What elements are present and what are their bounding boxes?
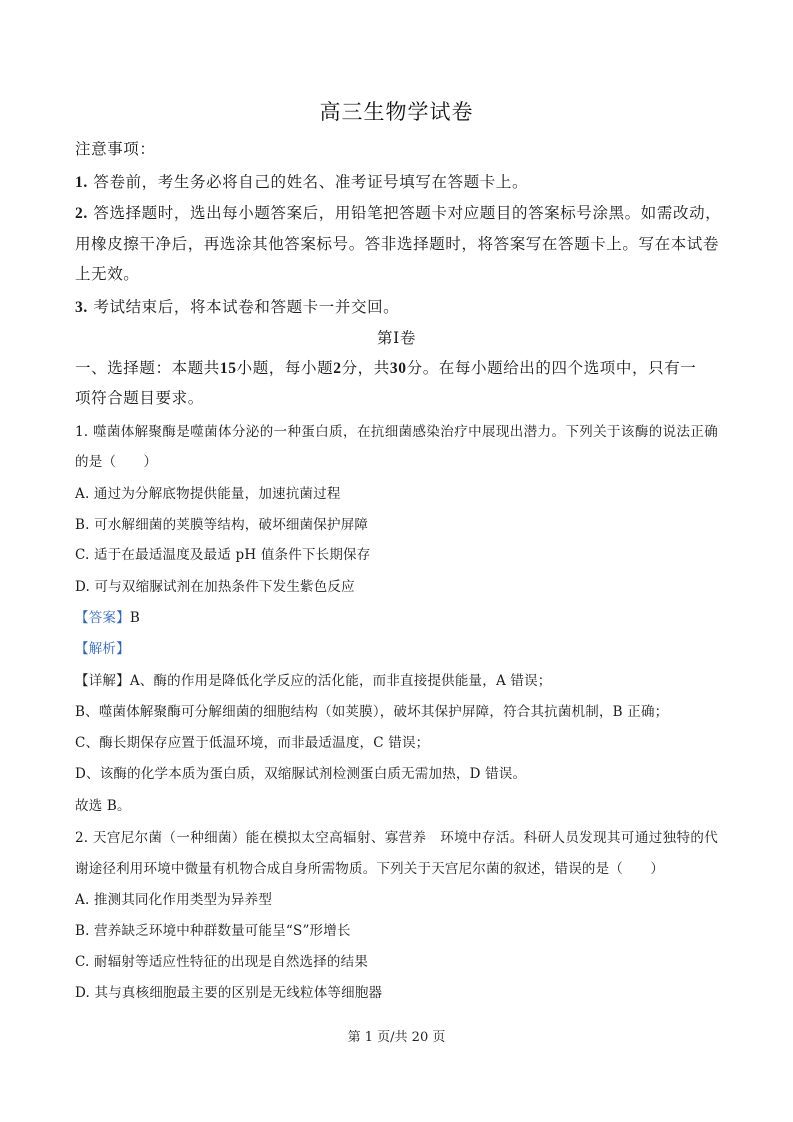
detail-label: 【详解】	[75, 673, 130, 689]
question-1-option-b: B. 可水解细菌的荚膜等结构，破坏细菌保护屏障	[75, 517, 369, 533]
question-1-option-c: C. 适于在最适温度及最适 pH 值条件下长期保存	[75, 547, 371, 563]
detail-line-a: 【详解】A、酶的作用是降低化学反应的活化能，而非直接提供能量，A 错误；	[75, 673, 552, 689]
notice-item-2-line-2: 用橡皮擦干净后，再选涂其他答案标号。答非选择题时，将答案写在答题卡上。写在本试卷	[75, 235, 720, 253]
notice-item-3: 3. 考试结束后，将本试卷和答题卡一并交回。	[75, 298, 400, 316]
notice-heading: 注意事项：	[75, 140, 156, 158]
notice-item-number: 2	[75, 205, 84, 222]
answer-label: 【答案】	[75, 610, 130, 626]
question-2-option-b: B. 营养缺乏环境中种群数量可能呈“S”形增长	[75, 923, 351, 939]
question-1-answer	[75, 606, 140, 626]
page-footer: 第 1 页/共 20 页	[347, 1030, 446, 1045]
notice-item-2: 2. 答选择题时，选出每小题答案后，用铅笔把答题卡对应题目的答案标号涂黑。如需改动，	[75, 204, 722, 222]
detail-line-b: B、噬菌体解聚酶可分解细菌的细胞结构（如荚膜），破坏其保护屏障，符合其抗菌机制，B 正确；	[75, 704, 669, 720]
notice-item-text: 答选择题时，选出每小题答案后，用铅笔把答题卡对应题目的答案标号涂黑。如需改动，	[93, 204, 722, 222]
question-2-stem: 2. 天宫尼尔菌（一种细菌）能在模拟太空高辐射、寡营养 环境中存活。科研人员发现其可通过独特的代	[75, 830, 718, 846]
question-1-option-d: D. 可与双缩脲试剂在加热条件下发生紫色反应	[75, 579, 355, 595]
notice-item-number: 3	[75, 299, 84, 316]
question-2-option-a: A. 推测其同化作用类型为异养型	[75, 892, 273, 908]
detail-line-c: C、酶长期保存应置于低温环境，而非最适温度，C 错误；	[75, 735, 430, 751]
analysis-label: 【解析】	[75, 641, 130, 657]
question-2-option-c: C. 耐辐射等适应性特征的出现是自然选择的结果	[75, 954, 369, 970]
total-points: 30	[389, 360, 407, 377]
question-2-option-d: D. 其与真核细胞最主要的区别是无线粒体等细胞器	[75, 985, 383, 1001]
question-1-stem-line-2: 的是（ ）	[75, 454, 158, 470]
question-1-option-a: A. 通过为分解底物提供能量，加速抗菌过程	[75, 486, 341, 502]
section-heading-line-2: 项符合题目要求。	[75, 389, 204, 407]
detail-line-d: D、该酶的化学本质为蛋白质，双缩脲试剂检测蛋白质无需加热，D 错误。	[75, 766, 527, 782]
section-heading: 一、选择题：本题共15小题，每小题2分，共30分。在每小题给出的四个选项中，只有一	[75, 359, 697, 377]
volume-heading: 第Ⅰ卷	[377, 329, 416, 347]
notice-item-1: 1. 答卷前，考生务必将自己的姓名、准考证号填写在答题卡上。	[75, 173, 529, 191]
question-1-conclusion: 故选 B。	[75, 798, 131, 814]
points-per-question: 2	[333, 360, 342, 377]
notice-item-text: 考试结束后，将本试卷和答题卡一并交回。	[93, 298, 400, 316]
page-title: 高三生物学试卷	[319, 100, 474, 124]
question-1-stem: 1. 噬菌体解聚酶是噬菌体分泌的一种蛋白质，在抗细菌感染治疗中展现出潜力。下列关于该酶的说法正确	[75, 424, 718, 440]
notice-item-number: 1	[75, 174, 84, 191]
notice-item-text: 答卷前，考生务必将自己的姓名、准考证号填写在答题卡上。	[93, 173, 529, 191]
question-2-stem-line-2: 谢途径利用环境中微量有机物合成自身所需物质。下列关于天宫尼尔菌的叙述，错误的是（ ）	[75, 861, 665, 877]
notice-item-2-line-3: 上无效。	[75, 265, 140, 283]
question-count: 15	[219, 360, 237, 377]
answer-value: B	[129, 610, 140, 626]
